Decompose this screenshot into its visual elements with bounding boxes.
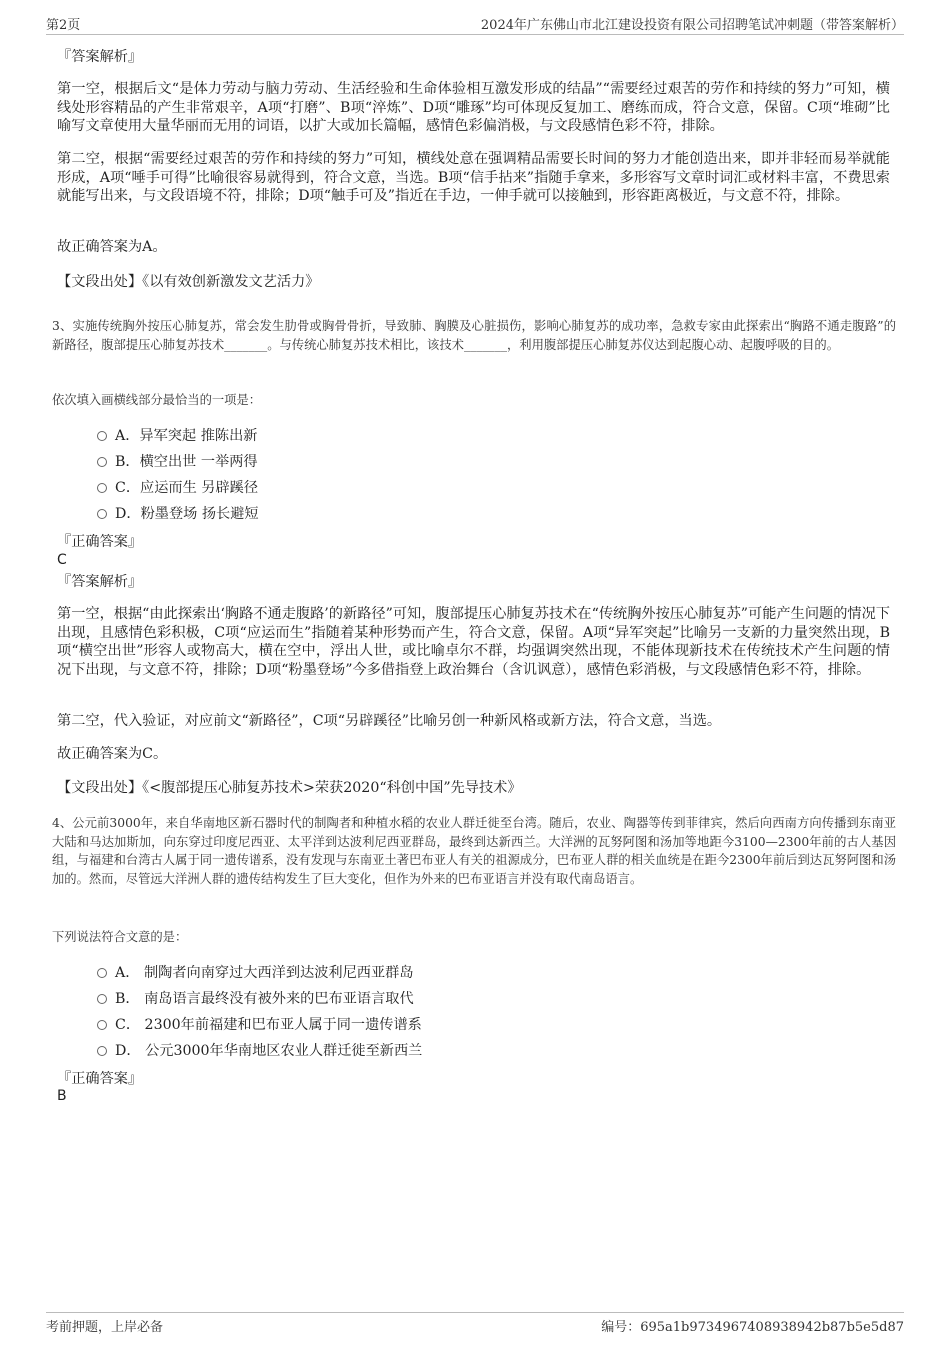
q4-stem: 4、公元前3000年，来自华南地区新石器时代的制陶者和种植水稻的农业人群迁徙至台湾。随后，农业、陶器等传到菲律宾，然后向西南方向传播到东南亚大陆和马达加斯加，向东穿过印度尼西亚、太平洋到达波利尼西亚群岛，最终到达新西兰。大洋洲的瓦努阿图和汤加等地距今3100—2300年前的古人基因组，与福建和台湾古人属于同一遗传谱系，没有发现与东南亚土著巴布亚人有关的祖源成分，巴布亚人群的相关血统是在距今2300年前后到达瓦努阿图和汤加的。然而，尽管远大洋洲人群的遗传结构发生了巨大变化，但作为外来的巴布亚语言并没有取代南岛语言。 [52, 816, 896, 886]
q4-prompt: 下列说法符合文意的是： [52, 930, 188, 944]
option-label: A． 制陶者向南穿过大西洋到达波利尼西亚群岛 [115, 965, 414, 981]
radio-icon[interactable] [97, 1046, 107, 1056]
q3-option-a[interactable] [97, 427, 257, 445]
q4-option-a[interactable] [97, 964, 414, 982]
radio-icon[interactable] [97, 457, 107, 467]
option-label: C．应运而生 另辟蹊径 [115, 480, 259, 496]
radio-icon[interactable] [97, 994, 107, 1004]
q3-analysis-p1: 第一空，根据“由此探索出‘胸路不通走腹路’的新路径”可知，腹部提压心肺复苏技术在“传统胸外按压心肺复苏”可能产生问题的情况下出现，且感情色彩积极，C项“应运而生”指随着某种形势而产生，符合文意，保留。A项“异军突起”比喻另一支新的力量突然出现，B项“横空出世”形容人或物高大，横在空中，浮出人世，或比喻卓尔不群，均强调突然出现，不能体现新技术在传统技术产生问题的情况下出现，与文意不符，排除；D项“粉墨登场”今多借指登上政治舞台（含讥讽意），感情色彩消极，与文段感情色彩不符，排除。 [57, 606, 890, 678]
q2-analysis-p1: 第一空，根据后文“是体力劳动与脑力劳动、生活经验和生命体验相互激发形成的结晶”“需要经过艰苦的劳作和持续的努力”可知，横线处形容精品的产生非常艰辛，A项“打磨”、B项“淬炼”、D项“雕琢”均可体现反复加工、磨练而成，符合文意，保留。C项“堆砌”比喻写文章使用大量华丽而无用的词语，以扩大或加长篇幅，感情色彩偏消极，与文段感情色彩不符，排除。 [57, 81, 890, 135]
page-number: 第2页 [46, 18, 81, 33]
q3-option-b[interactable] [97, 453, 258, 471]
q3-option-c[interactable] [97, 479, 258, 497]
q2-analysis-p2: 第二空，根据“需要经过艰苦的劳作和持续的努力”可知，横线处意在强调精品需要长时间的努力才能创造出来，即并非轻而易举就能形成，A项“唾手可得”比喻很容易就得到，符合文意，当选。B项“信手拈来”指随手拿来，多形容写文章时词汇或材料丰富，不费思索就能写出来，与文段语境不符，排除；D项“触手可及”指近在手边，一伸手就可以接触到，形容距离极近，与文意不符，排除。 [57, 151, 890, 205]
option-label: C． 2300年前福建和巴布亚人属于同一遗传谱系 [115, 1017, 422, 1033]
q2-conclusion: 故正确答案为A。 [57, 239, 167, 255]
q3-prompt: 依次填入画横线部分最恰当的一项是： [52, 393, 262, 407]
q4-option-c[interactable] [97, 1016, 422, 1034]
q3-option-d[interactable] [97, 505, 259, 523]
radio-icon[interactable] [97, 509, 107, 519]
option-label: B．横空出世 一举两得 [115, 454, 258, 470]
q3-analysis-p2: 第二空，代入验证，对应前文“新路径”，C项“另辟蹊径”比喻另创一种新风格或新方法，符合文意，当选。 [57, 713, 722, 729]
q2-analysis-label: 『答案解析』 [57, 49, 143, 65]
radio-icon[interactable] [97, 483, 107, 493]
q3-answer: C [57, 552, 67, 568]
option-label: A．异军突起 推陈出新 [115, 428, 258, 444]
q4-option-d[interactable] [97, 1042, 422, 1060]
page-footer [46, 1312, 904, 1334]
radio-icon[interactable] [97, 968, 107, 978]
q3-stem: 3、实施传统胸外按压心肺复苏，常会发生肋骨或胸骨骨折，导致肺、胸膜及心脏损伤，影响心肺复苏的成功率，急救专家由此探索出“胸路不通走腹路”的新路径，腹部提压心肺复苏技术_______。与传统心肺复苏技术相比，该技术_______，利用腹部提压心肺复苏仪达到起腹心动、起腹呼吸的目的。 [52, 319, 896, 352]
radio-icon[interactable] [97, 1020, 107, 1030]
q2-source: 【文段出处】《以有效创新激发文艺活力》 [57, 274, 320, 290]
q3-source: 【文段出处】《<腹部提压心肺复苏技术>荣获2020“科创中国”先导技术》 [57, 780, 522, 796]
page-header [46, 14, 904, 35]
option-label: D． 公元3000年华南地区农业人群迁徙至新西兰 [115, 1043, 423, 1059]
q3-analysis-label: 『答案解析』 [57, 574, 143, 590]
radio-icon[interactable] [97, 431, 107, 441]
option-label: B． 南岛语言最终没有被外来的巴布亚语言取代 [115, 991, 414, 1007]
document-title: 2024年广东佛山市北江建设投资有限公司招聘笔试冲刺题（带答案解析） [480, 18, 904, 33]
q3-answer-label: 『正确答案』 [57, 534, 143, 550]
q4-answer-label: 『正确答案』 [57, 1071, 143, 1087]
document-id: 编号：695a1b9734967408938942b87b5e5d87 [601, 1320, 904, 1335]
footer-slogan: 考前押题，上岸必备 [46, 1320, 164, 1335]
option-label: D．粉墨登场 扬长避短 [115, 506, 259, 522]
q4-answer: B [57, 1088, 67, 1104]
q3-conclusion: 故正确答案为C。 [57, 746, 168, 762]
q4-option-b[interactable] [97, 990, 414, 1008]
